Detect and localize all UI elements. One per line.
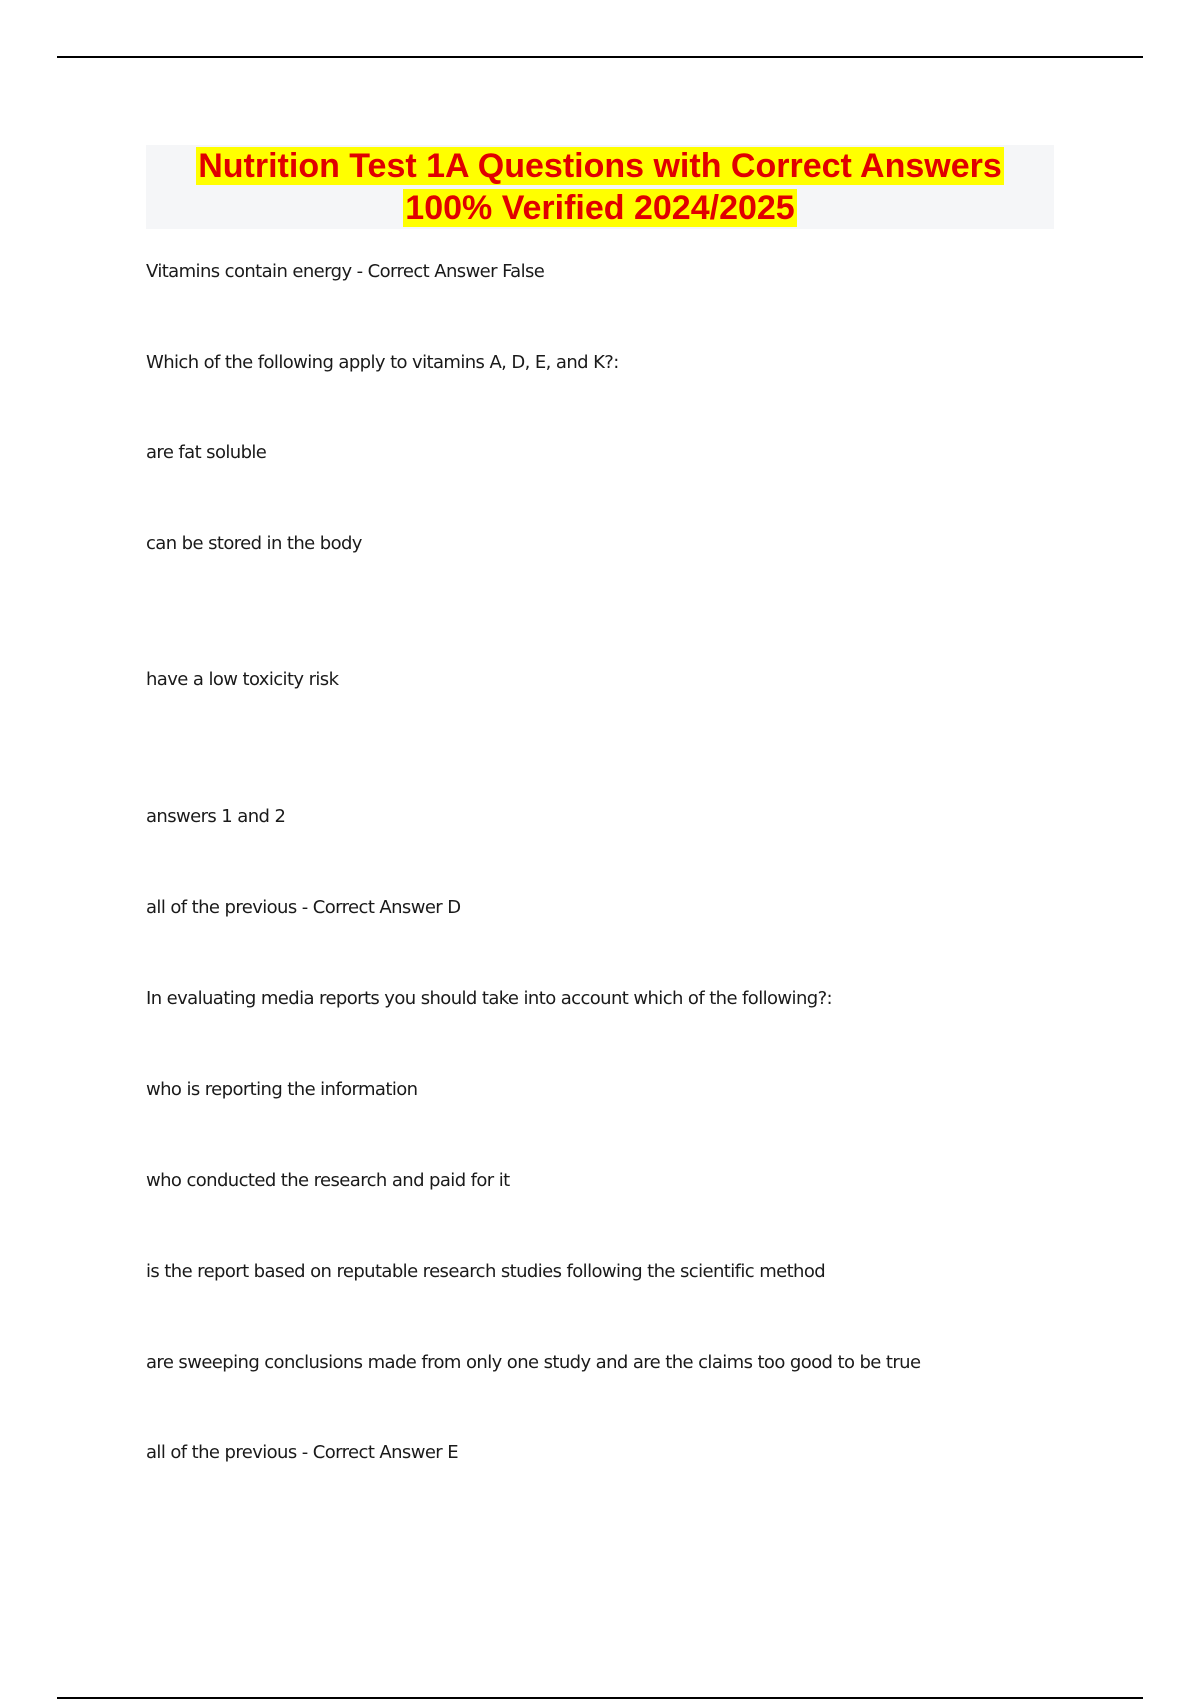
- option-line: who is reporting the information: [146, 1079, 418, 1100]
- option-line: is the report based on reputable research studies following the scientific method: [146, 1261, 826, 1282]
- answer-line: all of the previous - Correct Answer D: [146, 897, 461, 918]
- question-line: Which of the following apply to vitamins A, D, E, and K?:: [146, 352, 619, 373]
- option-line: have a low toxicity risk: [146, 669, 339, 690]
- title-line-2: 100% Verified 2024/2025: [405, 189, 795, 227]
- document-title: [146, 145, 1054, 229]
- title-line-1: Nutrition Test 1A Questions with Correct Answers: [198, 147, 1002, 185]
- footer-rule: [57, 1697, 1143, 1699]
- option-line: answers 1 and 2: [146, 806, 286, 827]
- question-line: In evaluating media reports you should take into account which of the following?:: [146, 988, 832, 1009]
- question-line: Vitamins contain energy - Correct Answer False: [146, 261, 545, 282]
- answer-line: all of the previous - Correct Answer E: [146, 1442, 458, 1463]
- option-line: are fat soluble: [146, 442, 267, 463]
- option-line: are sweeping conclusions made from only one study and are the claims too good to be true: [146, 1352, 921, 1373]
- option-line: who conducted the research and paid for it: [146, 1170, 510, 1191]
- option-line: can be stored in the body: [146, 533, 362, 554]
- header-rule: [57, 56, 1143, 58]
